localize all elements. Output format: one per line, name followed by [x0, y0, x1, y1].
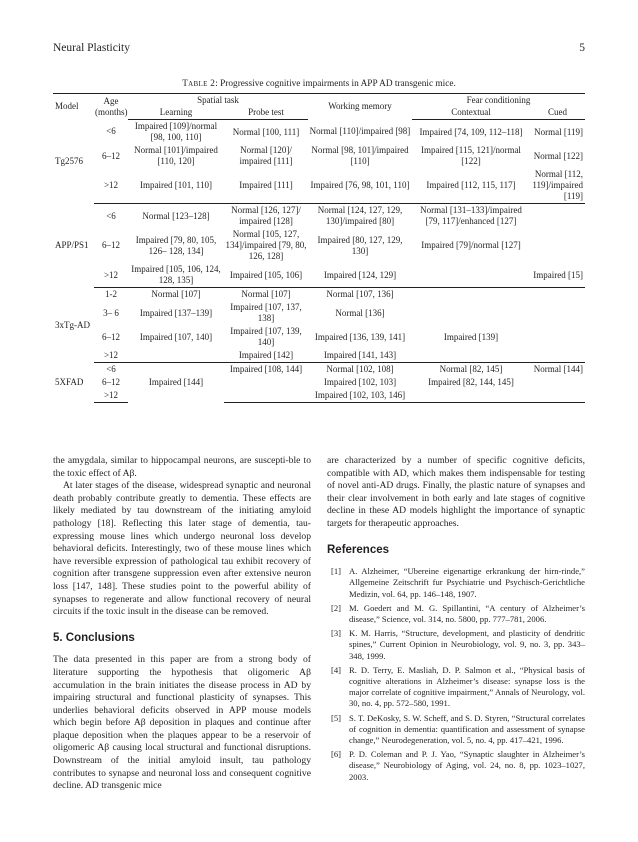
reference-item — [327, 628, 585, 662]
working-cell: Impaired [102, 103, 146] — [308, 389, 412, 403]
cued-cell: Normal [119] — [534, 126, 583, 137]
probe-cell: Normal [120]/ impaired [111] — [239, 145, 293, 166]
left-column — [53, 455, 311, 793]
cued-cell — [530, 228, 585, 263]
table-label: Table 2 — [182, 79, 216, 89]
probe-cell: Impaired [107, 139, 140] — [230, 326, 302, 347]
age-cell: >12 — [94, 349, 128, 363]
reference-item — [327, 665, 585, 710]
probe-cell — [224, 389, 308, 403]
contextual-cell: Impaired [115, 121]/normal [122] — [421, 145, 521, 166]
working-cell: Normal [107, 136] — [326, 289, 394, 299]
age-cell: <6 — [106, 126, 116, 137]
age-cell: 6–12 — [102, 150, 120, 161]
age-cell: 1-2 — [105, 289, 117, 299]
learning-cell — [128, 349, 224, 363]
model-name: 5XFAD — [55, 377, 84, 387]
cued-cell — [530, 325, 585, 349]
contextual-cell: Impaired [82, 144, 145] — [428, 377, 514, 387]
age-cell: >12 — [94, 263, 128, 288]
contextual-cell: Impaired [79]/normal [127] — [421, 240, 521, 250]
reference-number: [1] — [331, 566, 342, 577]
learning-cell: Impaired [79, 80, 105, 126– 128, 134] — [135, 234, 217, 256]
model-name: APP/PS1 — [55, 240, 89, 250]
probe-cell: Normal [100, 111] — [232, 126, 300, 137]
learning-cell: Impaired [137–139] — [139, 307, 213, 318]
header-probe-test: Probe test — [224, 107, 308, 120]
section-heading: 5. Conclusions — [53, 631, 135, 644]
group-tg2576 — [53, 120, 585, 204]
contextual-cell: Impaired [112, 115, 117] — [412, 168, 530, 204]
table-row — [53, 363, 585, 377]
table-caption-text: : Progressive cognitive impairments in APP AD transgenic mice. — [215, 79, 456, 89]
header-working-memory: Working memory — [308, 94, 412, 120]
cued-cell: Normal [112, 119]/impaired [119] — [530, 168, 585, 204]
probe-cell: Impaired [107, 137, 138] — [230, 302, 302, 323]
table-caption — [53, 79, 585, 89]
age-cell: 3– 6 — [103, 307, 119, 318]
contextual-cell: Impaired [74, 109, 112–118] — [419, 126, 523, 137]
reference-number: [5] — [331, 712, 342, 723]
reference-number: [4] — [331, 664, 342, 675]
contextual-cell — [412, 389, 530, 403]
table-row — [53, 204, 585, 229]
group-app-ps1 — [53, 204, 585, 288]
working-cell: Impaired [141, 143] — [308, 349, 412, 363]
age-cell: >12 — [94, 389, 128, 403]
working-cell: Normal [124, 127, 129, 130]/impaired [80] — [317, 205, 403, 226]
working-cell: Normal [98, 101]/impaired [110] — [311, 145, 409, 166]
table-row — [53, 168, 585, 204]
working-cell: Impaired [136, 139, 141] — [314, 331, 406, 342]
journal-name: Neural Plasticity — [53, 42, 130, 54]
working-cell: Impaired [102, 103] — [323, 377, 397, 387]
learning-cell: Normal [107] — [151, 289, 201, 299]
right-column — [327, 455, 585, 786]
age-cell: 6–12 — [102, 240, 120, 250]
probe-cell: Impaired [108, 144] — [229, 364, 303, 374]
working-cell: Normal [102, 108] — [326, 364, 394, 374]
working-cell: Impaired [76, 98, 101, 110] — [308, 168, 412, 204]
reference-text: M. Goedert and M. G. Spillantini, “A century of Alzheimer’s disease,” Science, vol. 314, no. 5800, pp. 777–781, 2006. — [349, 602, 585, 624]
probe-cell: Impaired [142] — [224, 349, 308, 363]
header-spatial-task: Spatial task — [128, 94, 308, 108]
reference-number: [2] — [331, 602, 342, 613]
working-cell: Impaired [80, 127, 129, 130] — [317, 234, 403, 256]
learning-cell: Impaired [101, 110] — [128, 168, 224, 204]
learning-cell: Normal [101]/impaired [110, 120] — [134, 145, 218, 166]
paragraph: are characterized by a number of specific cognitive deficits, compatible with AD, which makes them indispensable for testing of novel anti-AD drugs. Finally, the plastic nature of synapses and their clear involvement in both early and late stages of cognitive decline in these AD models highlight the importance of synaptic targets for therapeutic approaches. — [327, 455, 585, 529]
reference-text: S. T. DeKosky, S. W. Scheff, and S. D. Styren, “Structural correlates of cognition in dementia: quantification and assessment of synapse change,” Neurodegeneration, vol. 5, no. 4, pp. 417–421, 1996. — [349, 712, 585, 745]
probe-cell — [224, 376, 308, 389]
header-model: Model — [53, 94, 94, 120]
table-row — [53, 144, 585, 168]
model-name: Tg2576 — [55, 156, 83, 166]
table-row — [53, 349, 585, 363]
header-contextual: Contextual — [412, 107, 530, 120]
group-3xtg-ad — [53, 288, 585, 363]
group-5xfad — [53, 363, 585, 403]
probe-cell: Normal [107] — [241, 289, 291, 299]
table-row — [53, 120, 585, 145]
cued-cell: Normal [122] — [533, 150, 583, 161]
contextual-cell — [412, 288, 530, 302]
table-row — [53, 263, 585, 288]
contextual-cell: Normal [131–133]/impaired [79, 117]/enhanced [127] — [420, 205, 522, 226]
contextual-cell — [412, 263, 530, 288]
running-head — [53, 42, 585, 56]
reference-item — [327, 713, 585, 747]
contextual-cell — [412, 301, 530, 325]
age-cell: >12 — [94, 168, 128, 204]
reference-number: [3] — [331, 628, 342, 639]
reference-item — [327, 603, 585, 625]
paragraph: the amygdala, similar to hippocampal neurons, are suscepti-ble to the toxic effect of Aβ. — [53, 455, 311, 479]
cued-cell — [530, 389, 585, 403]
header-fear-conditioning: Fear conditioning — [412, 94, 585, 108]
contextual-cell: Normal [82, 145] — [439, 364, 503, 374]
learning-cell: Impaired [107, 140] — [139, 331, 213, 342]
reference-item — [327, 749, 585, 783]
references-heading: References — [327, 543, 390, 556]
learning-cell: Impaired [144] — [148, 377, 204, 388]
cued-cell — [530, 288, 585, 302]
reference-text: A. Alzheimer, “Ubereine eigenartige erkrankung der hirn-rinde,” Allgemeine Zeitschrift fur Psychiatrie und Psychisch-Gerichtliche Medizin, vol. 64, pp. 146–148, 1907. — [349, 566, 585, 599]
table-row — [53, 288, 585, 302]
header-cued: Cued — [530, 107, 585, 120]
reference-number: [6] — [331, 749, 342, 760]
working-cell: Normal [110]/impaired [98] — [309, 126, 411, 137]
contextual-cell — [412, 349, 530, 363]
cognitive-impairments-table — [53, 93, 585, 403]
table-row — [53, 325, 585, 349]
contextual-cell: Impaired [139] — [443, 331, 499, 342]
table-row — [53, 301, 585, 325]
probe-cell: Impaired [105, 106] — [224, 263, 308, 288]
table-row — [53, 228, 585, 263]
age-cell: 6–12 — [102, 331, 120, 342]
learning-cell: Normal [123–128] — [142, 210, 210, 221]
age-cell: 6–12 — [102, 377, 120, 387]
learning-cell: Impaired [105, 106, 124, 128, 135] — [128, 263, 224, 288]
page-number: 5 — [579, 42, 585, 54]
cued-cell — [530, 301, 585, 325]
age-cell: <6 — [106, 210, 116, 221]
probe-cell: Impaired [111] — [224, 168, 308, 204]
cued-cell: Normal [144] — [533, 364, 583, 374]
cued-cell: Impaired [15] — [530, 263, 585, 288]
cued-cell — [530, 204, 585, 229]
age-cell: <6 — [106, 364, 116, 374]
paragraph: The data presented in this paper are from a strong body of literature supporting the hypothesis that oligomeric Aβ accumulation in the brain initiates the disease process in AD by impairing structural and functional plasticity of synapses. This underlies behavioral deficits observed in APP mouse models which begin before Aβ deposition in plaques and continue after plaque deposition when the plaques appear to be a reservoir of oligomeric Aβ causing local structural and functional disruptions. Downstream of the initial amyloid insult, tau pathology contributes to synapse and neuronal loss and consequent cognitive decline. AD transgenic mice — [53, 654, 311, 792]
probe-cell: Normal [105, 127, 134]/impaired [79, 80, 126, 128] — [225, 229, 307, 261]
working-cell: Impaired [124, 129] — [308, 263, 412, 288]
reference-text: P. D. Coleman and P. J. Yao, “Synaptic slaughter in Alzheimer’s disease,” Neurobiology of Aging, vol. 24, no. 8, pp. 1023–1027, 2003. — [349, 749, 585, 782]
cued-cell — [530, 349, 585, 363]
reference-text: K. M. Harris, “Structure, development, and plasticity of dendritic spines,” Current Opinion in Neurobiology, vol. 9, no. 3, pp. 343–348, 1999. — [349, 628, 585, 661]
header-age: Age (months) — [94, 94, 128, 120]
reference-item — [327, 566, 585, 600]
probe-cell: Normal [126, 127]/ impaired [128] — [231, 205, 301, 226]
learning-cell: Impaired [109]/normal [98, 100, 110] — [134, 121, 218, 142]
working-cell: Normal [136] — [335, 307, 385, 318]
reference-text: R. D. Terry, E. Masliah, D. P. Salmon et al., “Physical basis of cognitive alterations in Alzheimer’s disease: synapse loss is the major correlate of cognitive impairment,” Annals of Neurology, vol. 30, no. 4, pp. 572–580, 1991. — [349, 664, 585, 709]
paragraph: At later stages of the disease, widespread synaptic and neuronal death probably contribute greatly to dementia. These effects are likely mediated by tau downstream of the initiating amyloid pathology [18]. Reflecting this later stage of dementia, tau-expressing mouse lines which undergo neuronal loss develop behavioral deficits. Interestingly, two of these mouse lines which have reversible expression of pathological tau exhibit recovery of cognition after transgene suppression even after extensive neuron loss [147, 148]. These studies point to the powerful ability of synapses to regenerate and allow functional recovery of neural circuits if the toxic insult in the disease can be removed. — [53, 480, 311, 618]
model-name: 3xTg-AD — [55, 319, 90, 330]
header-learning: Learning — [128, 107, 224, 120]
cued-cell — [530, 376, 585, 389]
